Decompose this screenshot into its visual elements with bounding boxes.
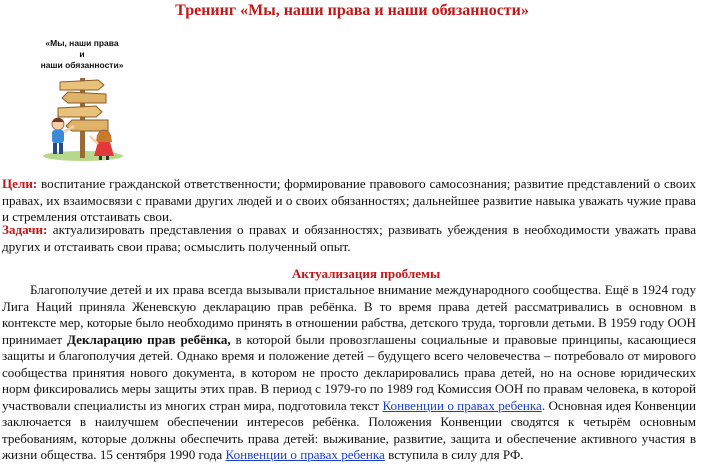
tasks-text: актуализировать представления о правах и обязанностях; развивать убеждения в необходимости уважать права других и отстаивать свои права; осмыслить полученный опыт.	[2, 222, 696, 254]
section-heading: Актуализация проблемы	[291, 266, 441, 281]
body-text-part: Благополучие детей и их права всегда вызывали пристальное внимание международного сообщества. Ещё в 1924 году Лига Наций приняла Женевскую декларацию прав ребёнка. В то время права детей рассматривались в основном в контексте мер, которые было необходимо принять в отношении рабства, детского труда, торговли детьми. В 1959 году ООН принимает	[2, 282, 696, 347]
illustration-caption: «Мы, наши права и наши обязанности»	[40, 38, 124, 70]
body-text-part: вступила в силу для РФ.	[384, 447, 524, 462]
convention-link[interactable]: Конвенции о правах ребенка	[382, 397, 542, 413]
convention-link[interactable]: Конвенции о правах ребенка	[225, 447, 385, 462]
goals-text: воспитание гражданской ответственности; формирование правового самосознания; развитие представлений о своих правах, их взаимосвязи с правами других людей и о своих обязанностях; дальнейшее развитие навыка уважать чужие права и стремления отстаивать свои.	[2, 176, 696, 224]
declaration-bold: Декларацию прав ребёнка,	[66, 331, 231, 347]
body-text-part: . Основная идея Конвенции заключается в наилучшем обеспечении интересов ребёнка. Положения Конвенции сводятся к четырём основным требованиям, которые должны обеспечить права детей: выживание, развитие, защита и обеспечение активного участия в жизни общества. 15 сентября 1990 года	[2, 397, 697, 462]
body-text-part: в которой были провозглашены социальные и правовые принципы, касающиеся защиты и благополучия детей. Однако время и положение детей – будущего всего человечества – потребовало от мирового сообщества принятия нового документа, в котором не просто декларировались права детей, но на основе юридических норм фиксировались меры защиты этих прав. В период с 1979-го по 1989 год Комиссия ООН по правам человека, в которой участвовали специалисты из многих стран мира, подготовила текст	[2, 331, 696, 413]
signpost-children-icon	[40, 72, 126, 162]
tasks-label: Задачи:	[2, 222, 48, 237]
illustration	[26, 38, 138, 163]
page-title: Тренинг «Мы, наши права и наши обязанности»	[175, 2, 529, 19]
goals-label: Цели:	[2, 176, 38, 191]
goals-paragraph	[2, 176, 696, 226]
tasks-paragraph	[2, 222, 696, 255]
body-paragraph	[2, 282, 696, 464]
